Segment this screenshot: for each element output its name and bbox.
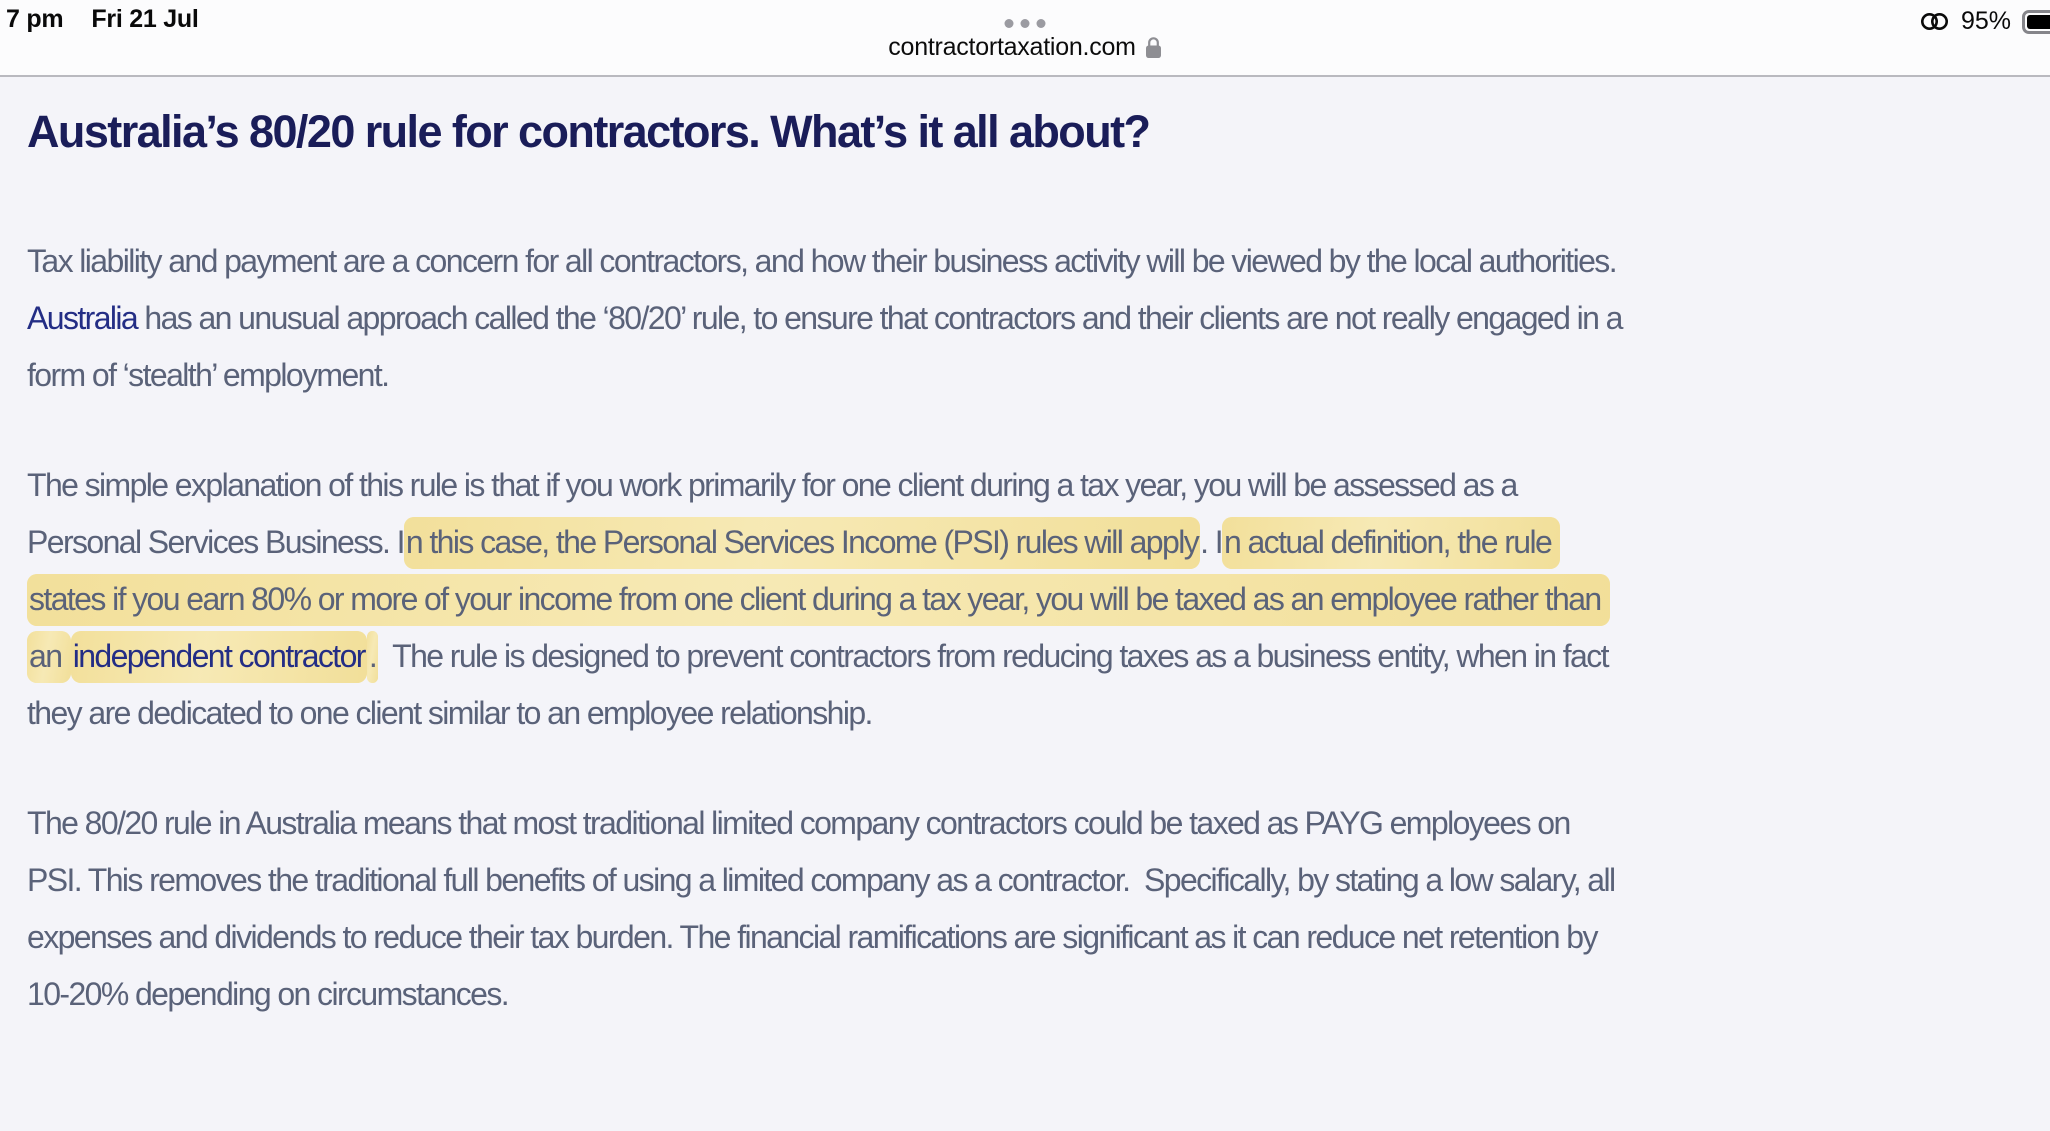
paragraph-text: has an unusual approach called the ‘80/20’ rule, to ensure that contractors and their clients are not really engaged in a form of ‘stealth’ employment. [27,300,1630,393]
ssl-lock-icon [1145,36,1162,59]
status-time: 7 pm [6,5,64,33]
status-bar-right [1919,7,2050,36]
highlighted-text: n this case, the Personal Services Income (PSI) rules will apply [404,517,1200,569]
address-bar[interactable] [0,33,2050,62]
browser-chrome [0,0,2050,77]
dot-icon [1037,19,1046,28]
status-date: Fri 21 Jul [91,5,199,33]
paragraph-text: . I [1200,524,1222,560]
inline-link[interactable]: Australia [27,300,138,336]
highlighted-text: n actual definition, the rule states if you earn 80% or more of your income from one client during a tax year, you will be taxed as an employee rather than an [27,517,1610,683]
highlighted-text: . [367,631,378,683]
paragraph [27,457,1627,742]
battery-percent: 95% [1960,7,2011,35]
paragraph-text: The rule is designed to prevent contractors from reducing taxes as a business entity, when in fact they are dedicated to one client similar to an employee relationship. [27,638,1616,731]
address-bar-url[interactable]: contractortaxation.com [888,33,1136,61]
status-bar-left [6,5,199,34]
personal-hotspot-icon [1919,10,1950,33]
dot-icon [1005,19,1014,28]
paragraph-text: Tax liability and payment are a concern for all contractors, and how their business activity will be viewed by the local authorities. [27,243,1629,279]
paragraph [27,795,1627,1023]
article-page [0,77,2050,1023]
paragraph [27,233,1630,404]
paragraph-text: The 80/20 rule in Australia means that most traditional limited company contractors could be taxed as PAYG employees on PSI. This removes the traditional full benefits of using a limited company as a contractor. Specifically, by stating a low salary, all expenses and dividends to reduce their tax burden. The financial ramifications are significant as it can reduce net retention by 10-20% depending on circumstances. [27,805,1622,1012]
article-body [27,233,2050,1023]
dot-icon [1021,19,1030,28]
highlighted-link[interactable]: independent contractor [71,631,367,683]
page-title: Australia’s 80/20 rule for contractors. What’s it all about? [27,106,1150,157]
battery-icon [2022,10,2050,34]
multitasking-indicator[interactable] [1005,19,1046,28]
paragraph-text: The simple explanation of this rule is that if you work primarily for one client during a tax year, you will be assessed as a Personal Services Business. I [27,467,1525,560]
